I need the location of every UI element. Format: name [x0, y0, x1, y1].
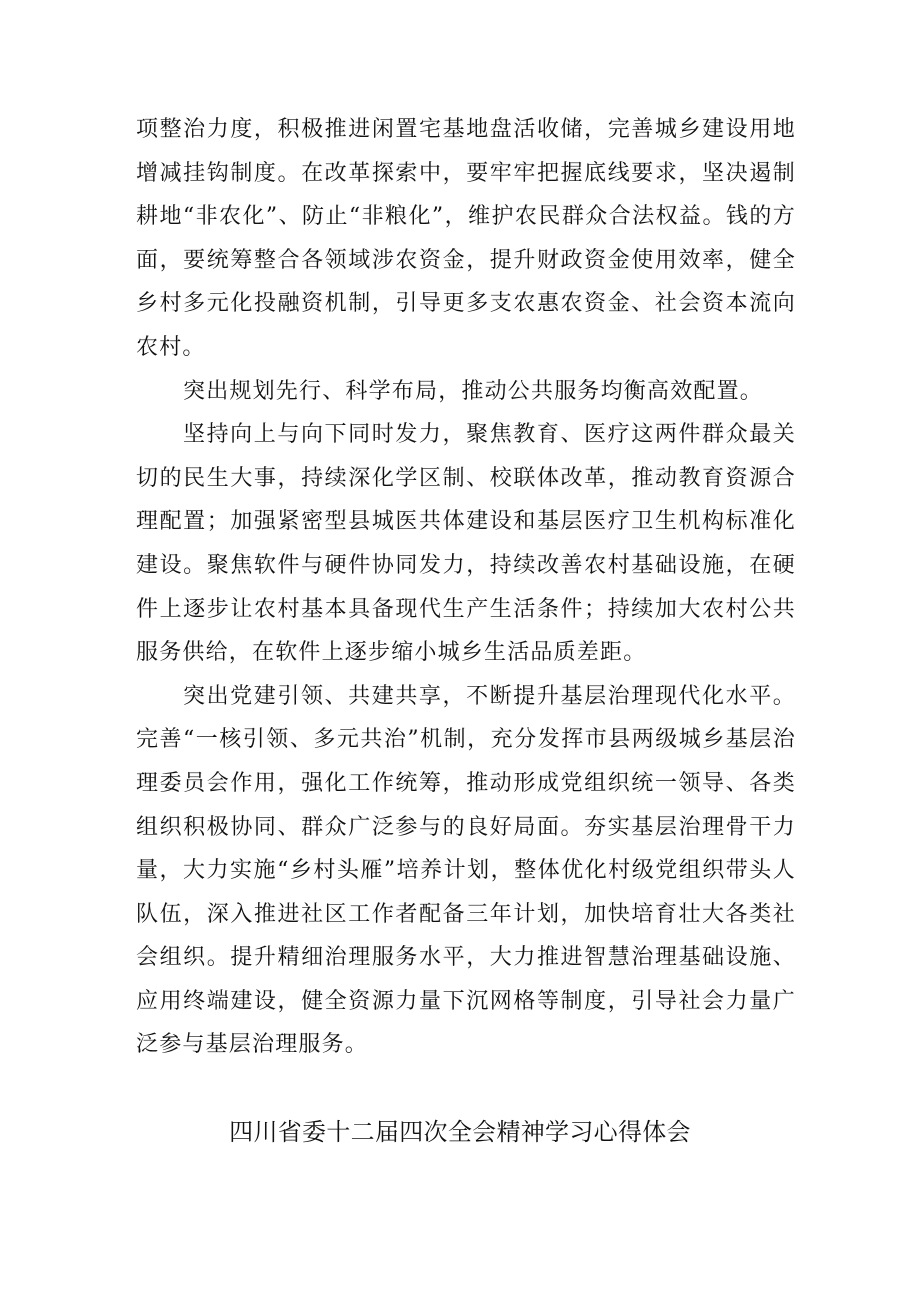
paragraph-3: 坚持向上与向下同时发力，聚焦教育、医疗这两件群众最关切的民生大事，持续深化学区制、校联体改革，推动教育资源合理配置；加强紧密型县城医共体建设和基层医疗卫生机构标准化建设。聚焦软件与硬件协同发力，持续改善农村基础设施，在硬件上逐步让农村基本具备现代生产生活条件；持续加大农村公共服务供给，在软件上逐步缩小城乡生活品质差距。: [136, 422, 796, 666]
section-heading: 四川省委十二届四次全会精神学习心得体会: [229, 1118, 691, 1146]
paragraph-4: 突出党建引领、共建共享，不断提升基层治理现代化水平。完善“一核引领、多元共治”机制，充分发挥市县两级城乡基层治理委员会作用，强化工作统筹，推动形成党组织统一领导、各类组织积极协同、群众广泛参与的良好局面。夯实基层治理骨干力量，大力实施“乡村头雁”培养计划，整体优化村级党组织带头人队伍，深入推进社区工作者配备三年计划，加快培育壮大各类社会组织。提升精细治理服务水平，大力推进智慧治理基础设施、应用终端建设，健全资源力量下沉网格等制度，引导社会力量广泛参与基层治理服务。: [136, 683, 796, 1058]
document-body: [136, 108, 796, 1067]
paragraph-2: 突出规划先行、科学布局，推动公共服务均衡高效配置。: [183, 378, 764, 404]
paragraph-1: 项整治力度，积极推进闲置宅基地盘活收储，完善城乡建设用地增减挂钩制度。在改革探索中，要牢牢把握底线要求，坚决遏制耕地“非农化”、防止“非粮化”，维护农民群众合法权益。钱的方面，要统筹整合各领域涉农资金，提升财政资金使用效率，健全乡村多元化投融资机制，引导更多支农惠农资金、社会资本流向农村。: [136, 117, 796, 360]
